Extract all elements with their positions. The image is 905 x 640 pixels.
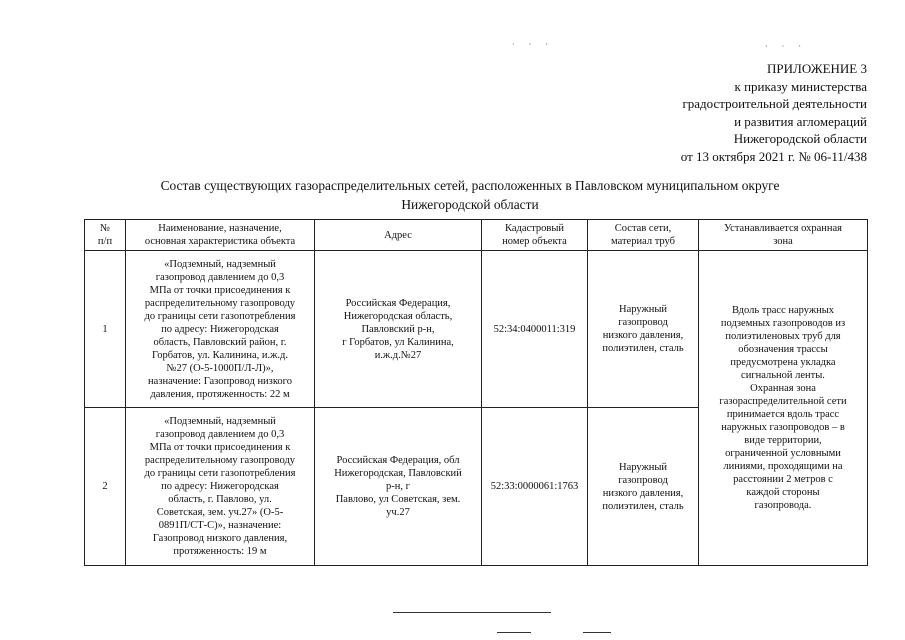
row-number: 1 bbox=[85, 251, 126, 408]
annex-line: градостроительной деятельности bbox=[682, 96, 867, 112]
annex-line: Нижегородской области bbox=[733, 131, 867, 147]
title-line-2: Нижегородской области bbox=[401, 197, 539, 212]
object-name-cell: «Подземный, надземный газопровод давлением до 0,3 МПа от точки присоединения к распределительному газопроводу до границы сети газопотребления по адресу: Нижегородская область, Павловский район, г. Горбатов, ул. Калинина, и.ж.д. №27 (О-5-1000П/Л-Л)», назначение: Газопровод низкого давления, протяженность: 22 м bbox=[126, 251, 315, 408]
scan-artifact-line bbox=[583, 632, 611, 633]
scan-artifact-line bbox=[497, 632, 531, 633]
header-cadastral: Кадастровый номер объекта bbox=[482, 220, 588, 251]
object-name-cell: «Подземный, надземный газопровод давлением до 0,3 МПа от точки присоединения к распределительному газопроводу до границы сети газопотребления по адресу: Нижегородская область, г. Павлово, ул. Советская, зем. уч.27» (О-5- 0891П/СТ-С)», назначение: Газопровод низкого давления, протяженность: 19 м bbox=[126, 408, 315, 566]
annex-title: ПРИЛОЖЕНИЕ 3 bbox=[767, 61, 867, 76]
gas-network-table bbox=[84, 219, 868, 566]
scan-specks: · · · bbox=[512, 40, 554, 49]
annex-line: к приказу министерства bbox=[734, 78, 867, 94]
annex-line: и развития агломераций bbox=[734, 113, 867, 129]
scan-artifact-line bbox=[393, 612, 551, 613]
table-header-row bbox=[85, 220, 868, 251]
address-cell: Российская Федерация, обл Нижегородская, Павловский р-н, г Павлово, ул Советская, зем. уч.27 bbox=[315, 408, 482, 566]
cadastral-number-cell: 52:34:0400011:319 bbox=[482, 251, 588, 408]
table-row bbox=[85, 251, 868, 408]
network-composition-cell: Наружный газопровод низкого давления, полиэтилен, сталь bbox=[588, 408, 699, 566]
protection-zone-cell: Вдоль трасс наружных подземных газопроводов из полиэтиленовых труб для обозначения трассы предусмотрена укладка сигнальной ленты. Охранная зона газораспределительной сети принимается вдоль трасс наружных газопроводов – в виде территории, ограниченной условными линиями, проходящими на расстоянии 2 метров с каждой стороны газопровода. bbox=[699, 251, 868, 566]
annex-order-date: от 13 октября 2021 г. № 06-11/438 bbox=[680, 148, 867, 164]
header-name: Наименование, назначение, основная характеристика объекта bbox=[126, 220, 315, 251]
cadastral-number-cell: 52:33:0000061:1763 bbox=[482, 408, 588, 566]
address-cell: Российская Федерация, Нижегородская область, Павловский р-н, г Горбатов, ул Калинина, и.ж.д.№27 bbox=[315, 251, 482, 408]
document-title bbox=[80, 176, 860, 214]
row-number: 2 bbox=[85, 408, 126, 566]
network-composition-cell: Наружный газопровод низкого давления, полиэтилен, сталь bbox=[588, 251, 699, 408]
header-address: Адрес bbox=[315, 220, 482, 251]
scan-specks: · · · bbox=[765, 42, 807, 51]
header-zone: Устанавливается охранная зона bbox=[699, 220, 868, 251]
header-number: № п/п bbox=[85, 220, 126, 251]
annex-header bbox=[681, 60, 867, 166]
title-line-1: Состав существующих газораспределительных сетей, расположенных в Павловском муниципальном округе bbox=[160, 178, 780, 193]
header-network: Состав сети, материал труб bbox=[588, 220, 699, 251]
